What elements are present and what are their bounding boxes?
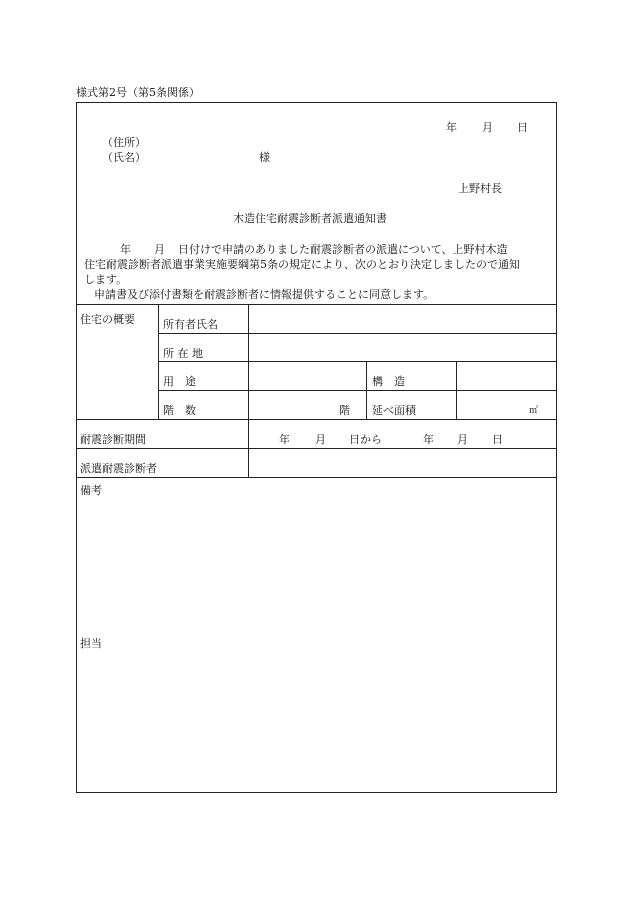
document-title: 木造住宅耐震診断者派遣通知書	[233, 212, 387, 225]
period-to-day: 日	[492, 433, 503, 446]
row-divider-location	[158, 361, 557, 362]
period-from-year: 年	[279, 433, 290, 446]
period-from-day: 日から	[349, 433, 382, 446]
total-area-label: 延べ面積	[372, 404, 416, 417]
house-overview-label: 住宅の概要	[80, 313, 135, 326]
floors-label: 階 数	[163, 404, 196, 417]
date-year: 年	[446, 121, 457, 134]
address-label: （住所）	[102, 136, 146, 149]
col-divider-overview	[158, 304, 159, 419]
usage-label: 用 途	[163, 375, 196, 388]
honorific: 様	[259, 151, 270, 164]
location-label: 所 在 地	[163, 347, 203, 360]
remarks-label: 備考	[80, 484, 102, 497]
owner-name-label: 所有者氏名	[163, 318, 218, 331]
row-divider-overview	[76, 419, 557, 420]
person-in-charge-label: 担当	[80, 637, 102, 650]
body-line-1: 日付けで申請のありました耐震診断者の派遣について、上野村木造	[178, 243, 508, 256]
inspector-label: 派遣耐震診断者	[80, 462, 157, 475]
structure-label: 構 造	[372, 375, 405, 388]
row-divider-usage	[158, 390, 557, 391]
period-to-year: 年	[423, 433, 434, 446]
col-divider-mid	[366, 361, 367, 419]
date-month: 月	[482, 121, 493, 134]
body-month: 月	[154, 243, 165, 256]
period-to-month: 月	[457, 433, 468, 446]
date-day: 日	[517, 121, 528, 134]
col-divider-right	[456, 361, 457, 419]
row-divider-period	[76, 448, 557, 449]
body-line-3: します。	[84, 273, 128, 286]
table-top-border	[76, 304, 557, 305]
row-divider-owner	[158, 333, 557, 334]
body-year: 年	[120, 243, 131, 256]
body-line-2: 住宅耐震診断者派遣事業実施要綱第5条の規定により、次のとおり決定しましたので通知	[84, 258, 520, 271]
area-unit: ㎡	[529, 406, 539, 416]
period-label: 耐震診断期間	[80, 433, 146, 446]
issuer: 上野村長	[458, 182, 502, 195]
floor-unit: 階	[339, 404, 350, 417]
name-label: （氏名）	[102, 151, 146, 164]
consent-text: 申請書及び添付書類を耐震診断者に情報提供することに同意します。	[94, 288, 435, 301]
row-divider-inspector	[76, 477, 557, 478]
period-from-month: 月	[315, 433, 326, 446]
form-number: 様式第2号（第5条関係）	[76, 86, 200, 99]
col-divider-labels	[248, 304, 249, 477]
